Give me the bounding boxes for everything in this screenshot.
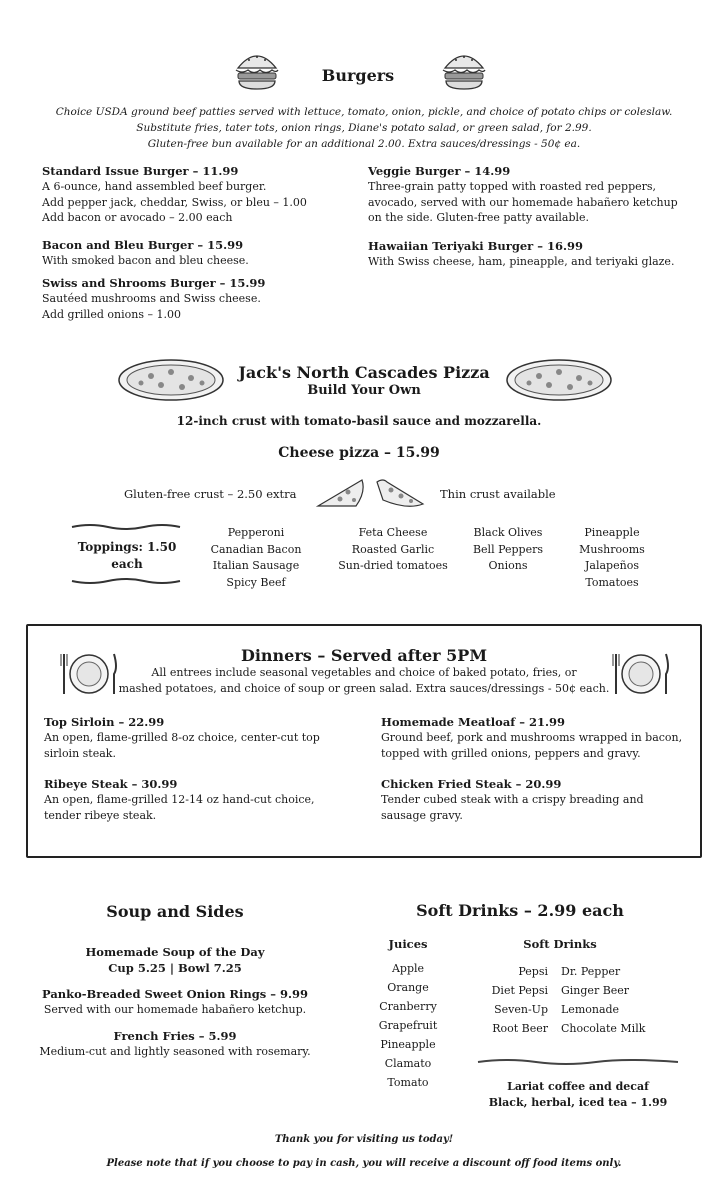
juice-item: Clamato bbox=[384, 1057, 432, 1070]
dinner-item-desc: tender ribeye steak. bbox=[44, 808, 157, 822]
dinner-item-title: Top Sirloin – 22.99 bbox=[44, 715, 165, 729]
burger-item-desc: avocado, served with our homemade habañero ketchup bbox=[368, 195, 678, 209]
juice-item: Apple bbox=[391, 962, 425, 975]
soft-drink-item: Ginger Beer bbox=[561, 984, 630, 997]
topping-item: Jalapeños bbox=[585, 559, 639, 572]
burger-item-desc: Add pepper jack, cheddar, Swiss, or bleu – 1.00 bbox=[42, 195, 307, 209]
dinner-item bbox=[44, 776, 315, 823]
dinner-item-title: Homemade Meatloaf – 21.99 bbox=[381, 715, 566, 729]
wavy-line-icon bbox=[70, 523, 182, 531]
dinners-intro-line: mashed potatoes, and choice of soup or green salad. Extra sauces/dressings - 50¢ each. bbox=[118, 682, 610, 695]
dinner-item bbox=[381, 776, 644, 823]
dinner-item bbox=[381, 714, 682, 761]
dinner-item-desc: sirloin steak. bbox=[44, 746, 116, 760]
juice-item: Pineapple bbox=[380, 1038, 436, 1051]
soft-drink-item: Seven-Up bbox=[494, 1003, 548, 1016]
soft-drink-item: Diet Pepsi bbox=[491, 984, 548, 997]
juices-list bbox=[360, 959, 456, 1092]
footer-thanks: Thank you for visiting us today! bbox=[274, 1134, 454, 1145]
dinner-item-title: Chicken Fried Steak – 20.99 bbox=[381, 777, 562, 791]
burger-item bbox=[368, 238, 674, 270]
topping-item: Pepperoni bbox=[227, 526, 285, 539]
pizza-title: Jack's North Cascades Pizza bbox=[238, 363, 490, 382]
topping-item: Sun-dried tomatoes bbox=[338, 559, 448, 572]
toppings-label: Toppings: 1.50 each bbox=[77, 540, 177, 571]
topping-item: Mushrooms bbox=[579, 542, 645, 556]
dinners-title: Dinners – Served after 5PM bbox=[240, 646, 488, 665]
soft-drinks-left bbox=[466, 962, 548, 1038]
topping-item: Roasted Garlic bbox=[351, 542, 435, 556]
dinners-intro-line: All entrees include seasonal vegetables and choice of baked potato, fries, or bbox=[151, 666, 577, 679]
soft-drink-item: Root Beer bbox=[492, 1022, 548, 1035]
pizza-crust-line: 12-inch crust with tomato-basil sauce and mozzarella. bbox=[176, 414, 542, 428]
soft-drinks-right bbox=[561, 962, 671, 1038]
wavy-line-icon bbox=[476, 1058, 680, 1066]
topping-item: Tomatoes bbox=[585, 575, 639, 589]
soup-sides-title: Soup and Sides bbox=[106, 902, 244, 921]
soft-drink-item: Dr. Pepper bbox=[561, 965, 621, 978]
toppings-column bbox=[566, 525, 658, 591]
side-item-desc: Served with our homemade habañero ketchup. bbox=[43, 1003, 307, 1016]
drinks-title: Soft Drinks – 2.99 each bbox=[416, 901, 624, 920]
topping-item: Black Olives bbox=[473, 526, 543, 539]
burger-item bbox=[42, 275, 265, 322]
side-item-desc: Medium-cut and lightly seasoned with rosemary. bbox=[39, 1044, 311, 1058]
juice-item: Cranberry bbox=[379, 1000, 437, 1013]
dinner-item-desc: An open, flame-grilled 12-14 oz hand-cut choice, bbox=[44, 793, 315, 806]
burger-item bbox=[42, 163, 307, 226]
pizza-slice-icon-left bbox=[316, 476, 366, 512]
side-item-title: Homemade Soup of the Day bbox=[85, 945, 265, 959]
cheese-pizza: Cheese pizza – 15.99 bbox=[278, 445, 440, 461]
coffee-line: Black, herbal, iced tea – 1.99 bbox=[488, 1096, 668, 1109]
dinner-item-title: Ribeye Steak – 30.99 bbox=[44, 777, 178, 791]
burger-item bbox=[42, 237, 249, 269]
soft-drinks-label: Soft Drinks bbox=[523, 937, 597, 951]
side-item-title: Cup 5.25 | Bowl 7.25 bbox=[108, 961, 242, 975]
pizza-heading bbox=[228, 363, 500, 398]
burgers-intro bbox=[20, 104, 708, 152]
dinner-item-desc: Ground beef, pork and mushrooms wrapped in bacon, bbox=[381, 731, 683, 744]
topping-item: Italian Sausage bbox=[212, 559, 300, 572]
topping-item: Onions bbox=[488, 559, 528, 572]
dinner-item-desc: An open, flame-grilled 8-oz choice, center-cut top bbox=[44, 731, 320, 744]
dinner-item-desc: Tender cubed steak with a crispy breading and bbox=[381, 793, 644, 806]
burger-item-desc: Add bacon or avocado – 2.00 each bbox=[42, 211, 233, 224]
topping-item: Spicy Beef bbox=[226, 575, 286, 589]
pizza-slice-icon-right bbox=[373, 476, 427, 512]
burger-icon-right bbox=[441, 48, 487, 92]
burgers-intro-line: Gluten-free bun available for an additional 2.00. Extra sauces/dressings - 50¢ ea. bbox=[147, 138, 581, 150]
soft-drink-item: Lemonade bbox=[561, 1003, 620, 1016]
burger-item-desc: Three-grain patty topped with roasted red peppers, bbox=[368, 180, 657, 193]
burger-item-title: Bacon and Bleu Burger – 15.99 bbox=[42, 238, 244, 252]
burger-icon-left bbox=[234, 48, 280, 92]
burger-item-desc: With smoked bacon and bleu cheese. bbox=[42, 254, 249, 267]
juices-label: Juices bbox=[388, 937, 428, 951]
footer-note: Please note that if you choose to pay in cash, you will receive a discount off food items only. bbox=[106, 1158, 622, 1169]
topping-item: Feta Cheese bbox=[358, 526, 428, 539]
juice-item: Grapefruit bbox=[378, 1019, 438, 1032]
gluten-free-crust: Gluten-free crust – 2.50 extra bbox=[124, 487, 297, 501]
side-item-title: French Fries – 5.99 bbox=[113, 1028, 237, 1043]
burger-item-desc: With Swiss cheese, ham, pineapple, and teriyaki glaze. bbox=[368, 255, 675, 268]
dinner-item-desc: topped with grilled onions, peppers and gravy. bbox=[381, 746, 641, 760]
burger-item-desc: A 6-ounce, hand assembled beef burger. bbox=[42, 180, 267, 193]
topping-item: Canadian Bacon bbox=[210, 542, 302, 556]
dinner-item bbox=[44, 714, 320, 761]
side-item-title: Panko-Breaded Sweet Onion Rings – 9.99 bbox=[41, 987, 309, 1001]
burger-item-desc: on the side. Gluten-free patty available. bbox=[368, 211, 590, 224]
burger-item-title: Veggie Burger – 14.99 bbox=[368, 164, 511, 178]
wavy-line-icon bbox=[70, 577, 182, 585]
pizza-subtitle: Build Your Own bbox=[307, 383, 421, 398]
thin-crust: Thin crust available bbox=[440, 487, 556, 501]
burger-item-desc: Sautéed mushrooms and Swiss cheese. bbox=[42, 292, 261, 305]
pizza-icon-left bbox=[116, 356, 226, 404]
plate-setting-icon-right bbox=[612, 648, 670, 700]
juice-item: Tomato bbox=[387, 1076, 429, 1089]
burger-item bbox=[368, 163, 678, 226]
toppings-column bbox=[200, 525, 312, 591]
burgers-intro-line: Substitute fries, tater tots, onion rings, Diane's potato salad, or green salad, for 2.99. bbox=[136, 122, 592, 134]
dinners-intro bbox=[110, 665, 618, 697]
burger-item-title: Standard Issue Burger – 11.99 bbox=[42, 164, 239, 178]
soft-drink-item: Pepsi bbox=[518, 965, 548, 978]
soft-drink-item: Chocolate Milk bbox=[561, 1022, 646, 1035]
coffee-info bbox=[470, 1079, 686, 1111]
burgers-title: Burgers bbox=[321, 66, 395, 85]
dinner-item-desc: sausage gravy. bbox=[381, 808, 463, 822]
burger-item-title: Hawaiian Teriyaki Burger – 16.99 bbox=[368, 239, 584, 253]
topping-item: Bell Peppers bbox=[472, 542, 544, 556]
toppings-column bbox=[460, 525, 556, 575]
burgers-intro-line: Choice USDA ground beef patties served with lettuce, tomato, onion, pickle, and choice of potato chips or coleslaw. bbox=[55, 106, 673, 118]
burger-item-title: Swiss and Shrooms Burger – 15.99 bbox=[42, 276, 266, 290]
coffee-line: Lariat coffee and decaf bbox=[507, 1080, 649, 1093]
soup-sides-list bbox=[20, 944, 330, 1059]
burger-item-desc: Add grilled onions – 1.00 bbox=[42, 307, 181, 321]
topping-item: Pineapple bbox=[584, 526, 640, 539]
toppings-column bbox=[330, 525, 456, 575]
pizza-icon-right bbox=[504, 356, 614, 404]
juice-item: Orange bbox=[387, 981, 429, 994]
